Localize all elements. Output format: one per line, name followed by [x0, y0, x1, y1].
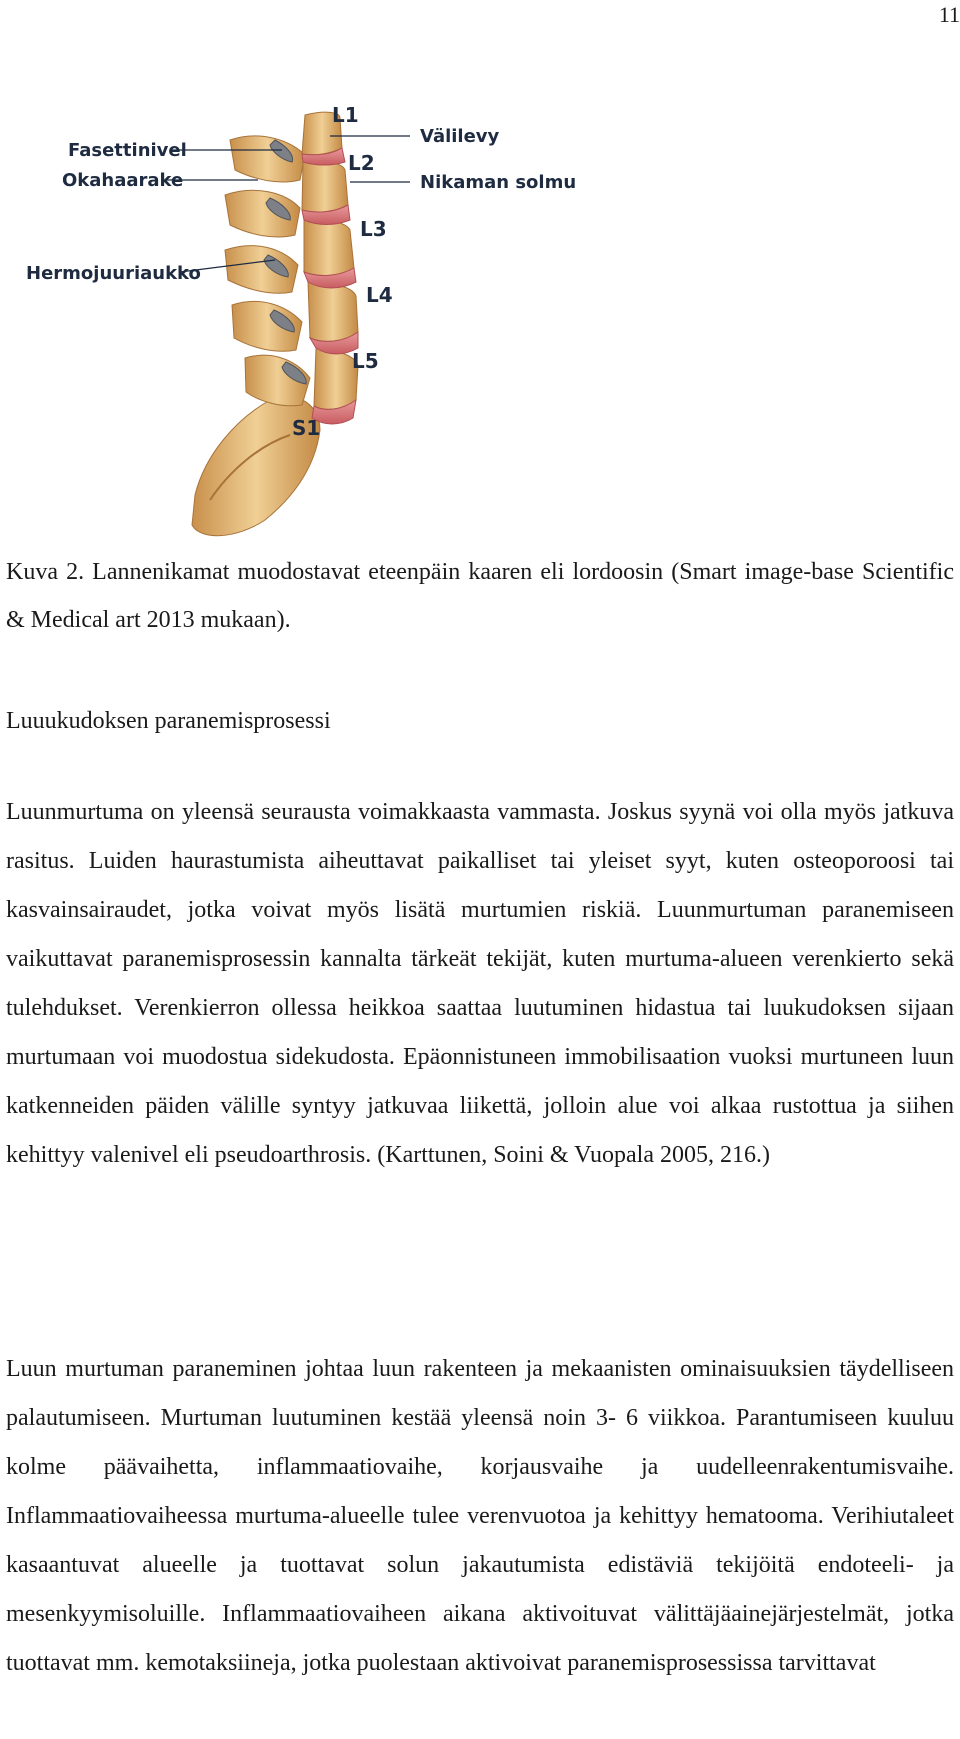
lumbar-spine-figure: [20, 100, 640, 540]
label-disc: Välilevy: [420, 126, 500, 147]
label-facet-joint: Fasettinivel: [68, 140, 187, 161]
section-heading: [6, 697, 954, 746]
section-title: Luuukudoksen paranemisprosessi: [6, 708, 331, 734]
vertebra-label-l1: L1: [332, 103, 359, 127]
figure-caption: [6, 548, 954, 644]
vertebra-label-s1: S1: [292, 416, 321, 440]
paragraph-2-text: Luun murtuman paraneminen johtaa luun rakenteen ja mekaanisten ominaisuuksien täydelliseen palautumiseen. Murtuman luutuminen kestää yleensä noin 3- 6 viikkoa. Parantumiseen kuuluu kolme päävaihetta, inflammaatiovaihe, korjausvaihe ja uudelleenrakentumisvaihe. Inflammaatiovaiheessa murtuma-alueelle tulee verenvuotoa ja kehittyy hematooma. Verihiutaleet kasaantuvat alueelle ja tuottavat solun jakautumista edistäviä tekijöitä endoteeli- ja mesenkyymisoluille. Inflammaatiovaiheen aikana aktivoituvat välittäjäainejärjestelmät, jotka tuottavat mm. kemotaksiineja, jotka puolestaan aktivoivat paranemisprosessissa tarvittavat: [6, 1356, 954, 1676]
page-number: 11: [938, 2, 960, 27]
posterior-elements: [225, 136, 310, 406]
label-nerve-root-foramen: Hermojuuriaukko: [26, 263, 201, 284]
paragraph-1-text: Luunmurtuma on yleensä seurausta voimakkaasta vammasta. Joskus syynä voi olla myös jatkuva rasitus. Luiden haurastumista aiheuttavat paikalliset tai yleiset syyt, kuten osteoporoosi tai kasvainsairaudet, jotka voivat myös lisätä murtumien riskiä. Luunmurtuman paranemiseen vaikuttavat paranemisprosessin kannalta tärkeät tekijät, kuten murtuma-alueen verenkierto sekä tulehdukset. Verenkierron ollessa heikkoa saattaa luutuminen hidastua tai luukudoksen sijaan murtumaan voi muodostua sidekudosta. Epäonnistuneen immobilisaation vuoksi murtuneen luun katkenneiden päiden välille syntyy jatkuvaa liikettä, jolloin alue voi alkaa rustottua ja siihen kehittyy valenivel eli pseudoarthrosis. (Karttunen, Soini & Vuopala 2005, 216.): [6, 799, 954, 1168]
vertebra-label-l4: L4: [366, 283, 393, 307]
caption-text: Kuva 2. Lannenikamat muodostavat eteenpäin kaaren eli lordoosin (Smart image-base Scientific & Medical art 2013 mukaan).: [6, 559, 954, 633]
body-paragraph-2: [6, 1345, 954, 1688]
vertebra-label-l3: L3: [360, 217, 387, 241]
body-paragraph-1: [6, 788, 954, 1180]
label-spinous-process: Okahaarake: [62, 170, 184, 191]
vertebra-label-l2: L2: [348, 151, 375, 175]
lumbar-spine-illustration: [20, 100, 640, 540]
label-vertebral-body: Nikaman solmu: [420, 172, 577, 193]
vertebra-label-l5: L5: [352, 349, 379, 373]
